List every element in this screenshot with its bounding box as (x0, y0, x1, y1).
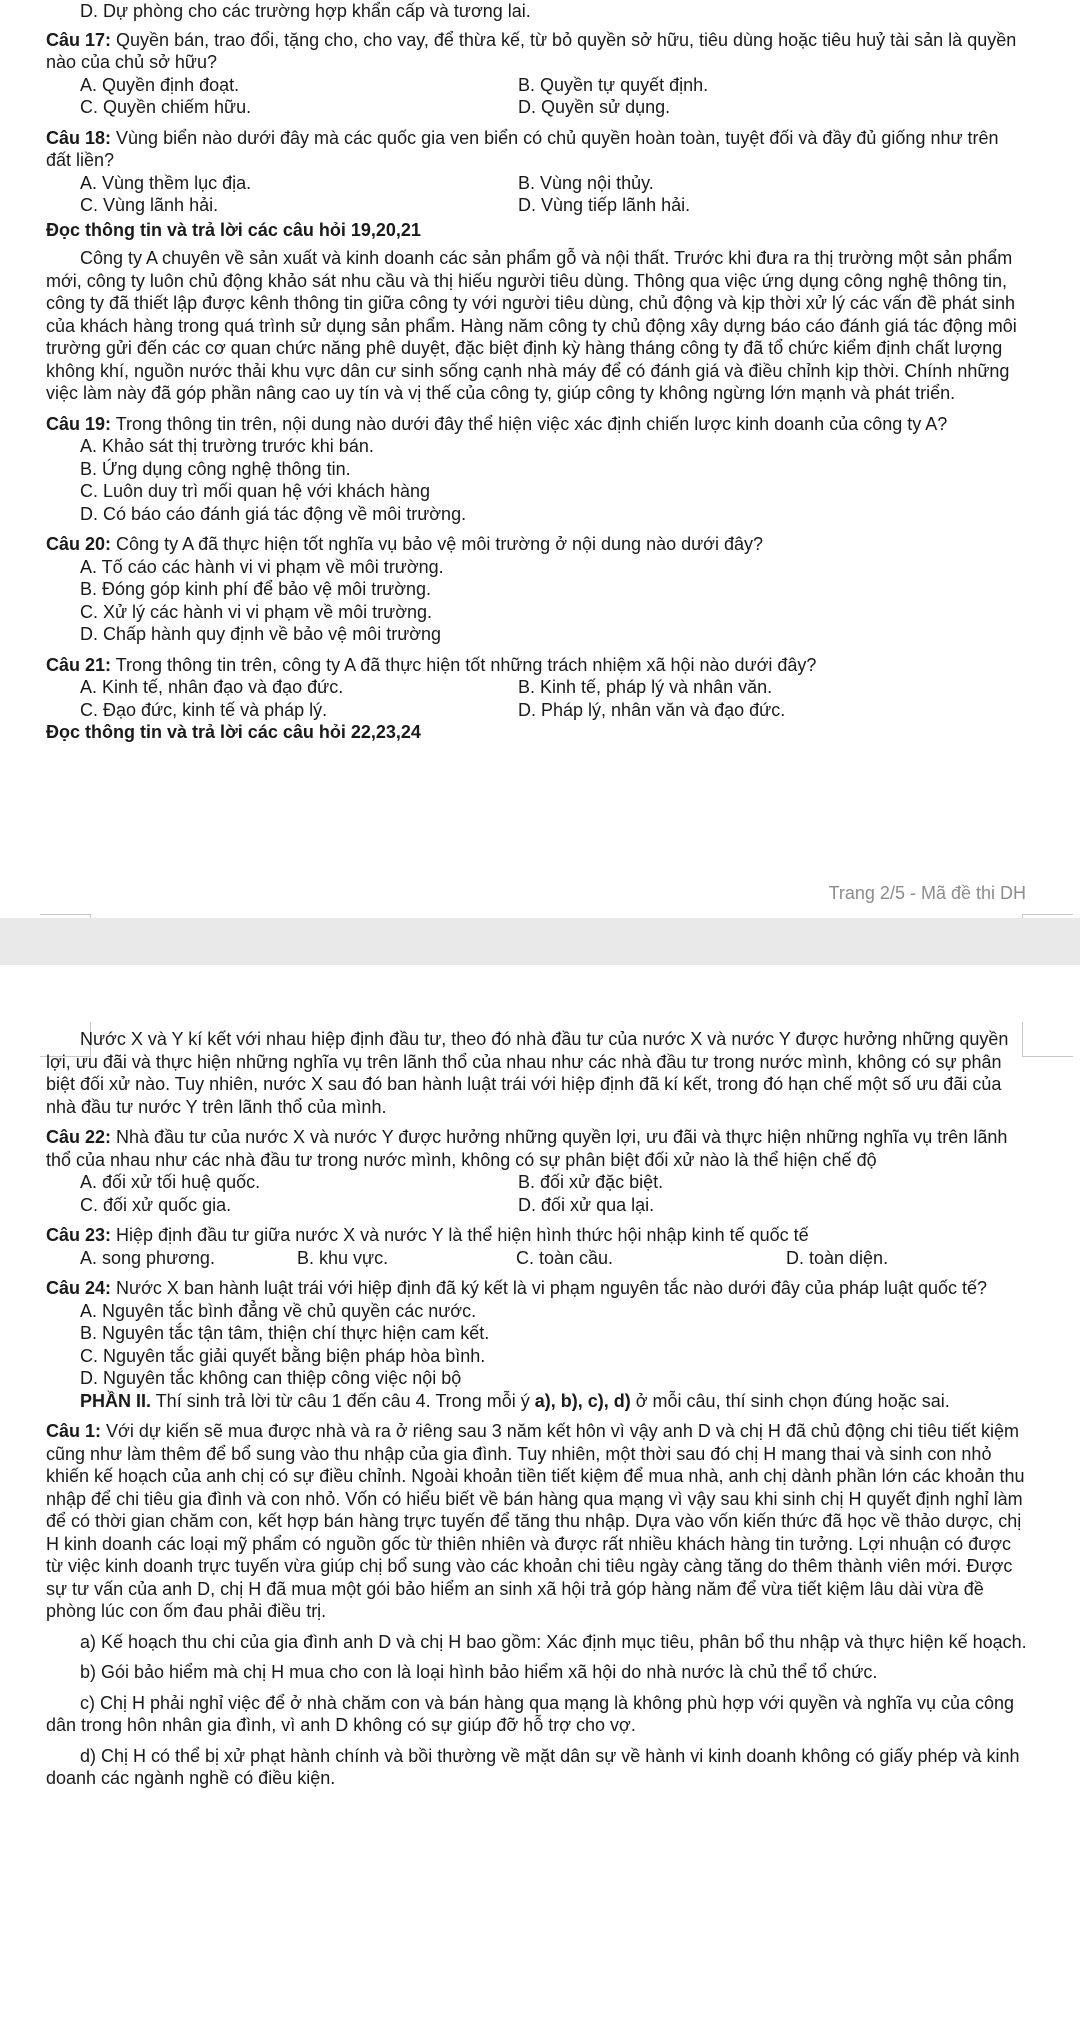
question-18 (46, 127, 1028, 172)
question-17-option-b: B. Quyền tự quyết định. (518, 74, 709, 95)
question-23-option-b: B. khu vực. (297, 1247, 389, 1268)
question-22-option-b: B. đối xử đặc biệt. (518, 1172, 664, 1192)
question-24 (46, 1277, 1028, 1300)
question-17-label: Câu 17: (46, 29, 112, 50)
question-21-option-a: A. Kinh tế, nhân đạo và đạo đức. (80, 677, 344, 697)
question-18-option-a: A. Vùng thềm lục địa. (80, 172, 252, 193)
question-17-options-row2 (46, 96, 1028, 119)
question-22-options-row2 (46, 1194, 1028, 1217)
question-18-text: Vùng biển nào dưới đây mà các quốc gia ven biển có chủ quyền hoàn toàn, tuyệt đối và đầy đủ giống như trên đất liền? (46, 127, 999, 170)
section-heading-22-24: Đọc thông tin và trả lời các câu hỏi 22,23,24 (46, 722, 421, 742)
question-17 (46, 29, 1028, 74)
question-18-options-row1 (46, 172, 1028, 195)
question-23-options (46, 1247, 1028, 1270)
page-separator (0, 918, 1080, 965)
question-23-option-d: D. toàn diện. (786, 1247, 889, 1268)
question-20 (46, 533, 1028, 556)
question-24-text: Nước X ban hành luật trái với hiệp định đã ký kết là vi phạm nguyên tắc nào dưới đây của pháp luật quốc tế? (111, 1278, 988, 1298)
question-21-options-row2 (46, 699, 1028, 722)
question-23 (46, 1224, 1028, 1247)
part-2-text-after: ở mỗi câu, thí sinh chọn đúng hoặc sai. (630, 1390, 950, 1411)
question-22-label: Câu 22: (46, 1127, 112, 1147)
passage-22-24: Nước X và Y kí kết với nhau hiệp định đầu tư, theo đó nhà đầu tư của nước X và nước Y được hưởng những quyền lợi, ưu đãi và thực hiện những nghĩa vụ trên lãnh thổ của nhau như các nhà đầu tư trong nước mình, không có sự phân biệt đối xử nào. Tuy nhiên, nước X sau đó ban hành luật trái với hiệp định đã kí kết, trong đó hạn chế một số ưu đãi của nhà đầu tư nước Y trên lãnh thổ của mình. (46, 1029, 1009, 1117)
question-22-option-a: A. đối xử tối huệ quốc. (80, 1172, 261, 1192)
part-2-abcd: a), b), c), d) (534, 1390, 631, 1411)
question-21-option-c: C. Đạo đức, kinh tế và pháp lý. (80, 699, 328, 720)
question-17-option-d: D. Quyền sử dụng. (518, 97, 671, 117)
page-3 (0, 965, 1080, 2036)
part-2-question-1-text: Với dự kiến sẽ mua được nhà và ra ở riêng sau 3 năm kết hôn vì vậy anh D và chị H đã chủ động chi tiêu tiết kiệm cũng như làm thêm để bổ sung vào thu nhập của gia đình. Tuy nhiên, một thời sau đó chị H mang thai và sinh con nhỏ khiến kế hoạch của anh chị có sự điều chỉnh. Ngoài khoản tiền tiết kiệm để mua nhà, anh chị dành phần lớn các khoản thu nhập để chi tiêu gia đình và con nhỏ. Vốn có hiểu biết về bán hàng qua mạng vì vậy sau khi sinh chị H quyết định nghỉ làm để có thời gian chăm con, kết hợp bán hàng trực tuyến để tăng thu nhập. Dựa vào vốn kiến thức đã học về thảo dược, chị H kinh doanh các loại mỹ phẩm có nguồn gốc từ thiên nhiên và được rất nhiều khách hàng tin tưởng. Lợi nhuận có được từ việc kinh doanh trực tuyến vừa giúp chị bổ sung vào các khoản chi tiêu ngày càng tăng do thêm thành viên mới. Được sự tư vấn của anh D, chị H đã mua một gói bảo hiểm an sinh xã hội trả góp hàng năm để vừa tiết kiệm lâu dài vừa đề phòng lúc con ốm đau phải điều trị. (46, 1421, 1025, 1621)
question-24-option-b: B. Nguyên tắc tận tâm, thiện chí thực hiện cam kết. (80, 1323, 490, 1343)
question-20-option-a: A. Tố cáo các hành vi vi phạm về môi trường. (80, 556, 444, 577)
part-2-question-1-item-b: b) Gói bảo hiểm mà chị H mua cho con là loại hình bảo hiểm xã hội do nhà nước là chủ thể tổ chức. (80, 1662, 878, 1682)
question-24-option-d: D. Nguyên tắc không can thiệp công việc nội bộ (80, 1368, 462, 1388)
question-19-label: Câu 19: (46, 413, 112, 434)
question-23-option-a: A. song phương. (80, 1247, 215, 1268)
question-21-option-d: D. Pháp lý, nhân văn và đạo đức. (518, 699, 786, 720)
crop-mark-top-right (1022, 1022, 1073, 1057)
part-2-question-1 (46, 1420, 1028, 1623)
page-footer: Trang 2/5 - Mã đề thi DH (828, 883, 1026, 903)
question-18-option-d: D. Vùng tiếp lãnh hải. (518, 195, 691, 215)
question-20-option-d: D. Chấp hành quy định về bảo vệ môi trường (80, 624, 442, 644)
question-18-option-c: C. Vùng lãnh hải. (80, 195, 219, 215)
question-20-text: Công ty A đã thực hiện tốt nghĩa vụ bảo vệ môi trường ở nội dung nào dưới đây? (111, 534, 763, 554)
part-2-question-1-item-a: a) Kế hoạch thu chi của gia đình anh D và chị H bao gồm: Xác định mục tiêu, phân bổ thu nhập và thực hiện kế hoạch. (80, 1631, 1027, 1652)
question-22-text: Nhà đầu tư của nước X và nước Y được hưởng những quyền lợi, ưu đãi và thực hiện những nghĩa vụ trên lãnh thổ của nhau như các nhà đầu tư trong nước mình, không có sự phân biệt đối xử nào là thể hiện chế độ (46, 1127, 1008, 1170)
question-18-options-row2 (46, 194, 1028, 217)
passage-19-21: Công ty A chuyên về sản xuất và kinh doanh các sản phẩm gỗ và nội thất. Trước khi đưa ra thị trường một sản phẩm mới, công ty luôn chủ động khảo sát nhu cầu và thị hiếu người tiêu dùng. Thông qua việc ứng dụng công nghệ thông tin, công ty đã thiết lập được kênh thông tin giữa công ty với người tiêu dùng, chủ động và kịp thời xử lý các vấn đề phát sinh của khách hàng trong quá trình sử dụng sản phẩm. Hàng năm công ty chủ động xây dựng báo cáo đánh giá tác động môi trường gửi đến các cơ quan chức năng phê duyệt, đặc biệt định kỳ hàng tháng công ty đã tổ chức kiểm định chất lượng không khí, nguồn nước thải khu vực dân cư sinh sống cạnh nhà máy để có đánh giá và điều chỉnh kịp thời. Chính những việc làm này đã góp phần nâng cao uy tín và vị thế của công ty, giúp công ty không ngừng lớn mạnh và phát triển. (46, 248, 1017, 403)
question-24-option-a: A. Nguyên tắc bình đẳng về chủ quyền các nước. (80, 1300, 477, 1321)
question-22-option-d: D. đối xử qua lại. (518, 1194, 655, 1215)
question-18-label: Câu 18: (46, 127, 112, 148)
page-2 (0, 0, 1080, 918)
part-2-question-1-item-c: c) Chị H phải nghỉ việc để ở nhà chăm con và bán hàng qua mạng là không phù hợp với quyền và nghĩa vụ của công dân trong hôn nhân gia đình, vì anh D không có sự giúp đỡ hỗ trợ cho vợ. (46, 1692, 1015, 1735)
question-21-label: Câu 21: (46, 654, 112, 675)
section-heading-19-21: Đọc thông tin và trả lời các câu hỏi 19,20,21 (46, 219, 421, 240)
question-19-option-c: C. Luôn duy trì mối quan hệ với khách hàng (80, 481, 431, 501)
question-20-option-c: C. Xử lý các hành vi vi phạm về môi trường. (80, 601, 433, 622)
question-21-text: Trong thông tin trên, công ty A đã thực hiện tốt những trách nhiệm xã hội nào dưới đây? (111, 654, 817, 675)
page-2-content (46, 0, 1028, 744)
question-24-label: Câu 24: (46, 1278, 112, 1298)
question-21 (46, 654, 1028, 677)
question-20-option-b: B. Đóng góp kinh phí để bảo vệ môi trường. (80, 579, 432, 599)
question-23-text: Hiệp định đầu tư giữa nước X và nước Y là thể hiện hình thức hội nhập kinh tế quốc tế (111, 1225, 809, 1245)
page-3-content (46, 1022, 1028, 1790)
question-21-option-b: B. Kinh tế, pháp lý và nhân văn. (518, 677, 773, 697)
part-2-question-1-item-d: d) Chị H có thể bị xử phạt hành chính và bồi thường về mặt dân sự về hành vi kinh doanh không có giấy phép và kinh doanh các ngành nghề có điều kiện. (46, 1745, 1020, 1788)
question-17-option-a: A. Quyền định đoạt. (80, 74, 240, 95)
question-17-text: Quyền bán, trao đổi, tặng cho, cho vay, để thừa kế, từ bỏ quyền sở hữu, tiêu dùng hoặc tiêu huỷ tài sản là quyền nào của chủ sở hữu? (46, 29, 1017, 72)
q16-option-d: D. Dự phòng cho các trường hợp khẩn cấp và tương lai. (80, 1, 531, 21)
question-19 (46, 413, 1028, 436)
question-21-options-row1 (46, 676, 1028, 699)
part-2-question-1-label: Câu 1: (46, 1421, 102, 1441)
part-2-instructions (46, 1390, 1028, 1413)
question-24-option-c: C. Nguyên tắc giải quyết bằng biện pháp hòa bình. (80, 1345, 486, 1366)
question-23-option-c: C. toàn cầu. (516, 1247, 614, 1268)
question-20-label: Câu 20: (46, 534, 112, 554)
question-19-option-b: B. Ứng dụng công nghệ thông tin. (80, 458, 351, 479)
question-19-option-a: A. Khảo sát thị trường trước khi bán. (80, 436, 374, 456)
question-22 (46, 1126, 1028, 1171)
part-2-label: PHẦN II. (80, 1390, 152, 1411)
question-17-option-c: C. Quyền chiếm hữu. (80, 97, 252, 117)
question-22-option-c: C. đối xử quốc gia. (80, 1194, 232, 1215)
question-23-label: Câu 23: (46, 1225, 112, 1245)
part-2-text-before: Thí sinh trả lời từ câu 1 đến câu 4. Trong mỗi ý (151, 1390, 535, 1411)
question-22-options-row1 (46, 1171, 1028, 1194)
question-19-text: Trong thông tin trên, nội dung nào dưới đây thể hiện việc xác định chiến lược kinh doanh của công ty A? (111, 413, 948, 434)
question-17-options-row1 (46, 74, 1028, 97)
question-19-option-d: D. Có báo cáo đánh giá tác động về môi trường. (80, 503, 467, 524)
question-18-option-b: B. Vùng nội thủy. (518, 172, 654, 193)
